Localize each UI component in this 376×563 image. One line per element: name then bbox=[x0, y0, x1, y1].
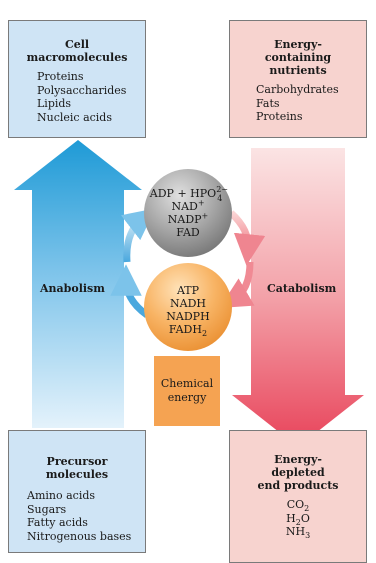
end-products-list bbox=[230, 498, 366, 539]
precursor-molecules-box bbox=[8, 430, 146, 553]
list-item: Proteins bbox=[37, 70, 84, 83]
list-item-nh3: $NH_3$ bbox=[285, 525, 311, 541]
nad-line: NAD+ bbox=[171, 198, 205, 213]
list-item: Proteins bbox=[256, 110, 303, 123]
list-item-co2: $CO_2$ bbox=[286, 498, 310, 514]
fadh2-line: $FADH_2$ bbox=[168, 323, 208, 339]
energy-containing-nutrients-box bbox=[229, 20, 367, 138]
end-products-title: Energy- depleted end products bbox=[257, 453, 339, 492]
atp-circle-text bbox=[140, 284, 236, 339]
list-item: Lipids bbox=[37, 97, 72, 110]
precursor-molecules-title: Precursor molecules bbox=[45, 455, 109, 481]
list-item: Amino acids bbox=[27, 489, 96, 502]
list-item: Carbohydrates bbox=[256, 83, 339, 96]
energy-containing-nutrients-title: Energy- containing nutrients bbox=[264, 38, 332, 77]
nadp-line: NADP+ bbox=[167, 211, 209, 226]
precursor-list bbox=[9, 489, 145, 543]
end-products-box bbox=[229, 430, 367, 563]
catabolism-label: Catabolism bbox=[267, 282, 337, 295]
chemical-energy-box: Chemical energy bbox=[154, 356, 220, 426]
list-item-h2o: $H_2O$ bbox=[286, 511, 310, 527]
list-item: Fatty acids bbox=[27, 516, 88, 529]
cell-macromolecules-box bbox=[8, 20, 146, 138]
cell-macromolecules-title: Cell macromolecules bbox=[26, 38, 128, 64]
adp-hpo4-line: ADP + HPO 2− 4 bbox=[149, 185, 228, 203]
nutrient-list bbox=[230, 83, 366, 124]
catabolism-arrow bbox=[232, 148, 364, 447]
nadh-line: NADH bbox=[170, 297, 206, 310]
adp-circle-text bbox=[140, 187, 236, 239]
anabolism-label: Anabolism bbox=[40, 282, 105, 295]
nadph-line: NADPH bbox=[166, 310, 210, 323]
list-item: Fats bbox=[256, 96, 280, 110]
list-item: Nucleic acids bbox=[37, 110, 112, 124]
macromolecule-list bbox=[9, 70, 145, 124]
atp-line: ATP bbox=[176, 284, 200, 297]
list-item: Sugars bbox=[27, 502, 67, 516]
fad-line: FAD bbox=[176, 226, 200, 239]
list-item: Polysaccharides bbox=[37, 83, 127, 97]
list-item: Nitrogenous bases bbox=[27, 529, 132, 543]
